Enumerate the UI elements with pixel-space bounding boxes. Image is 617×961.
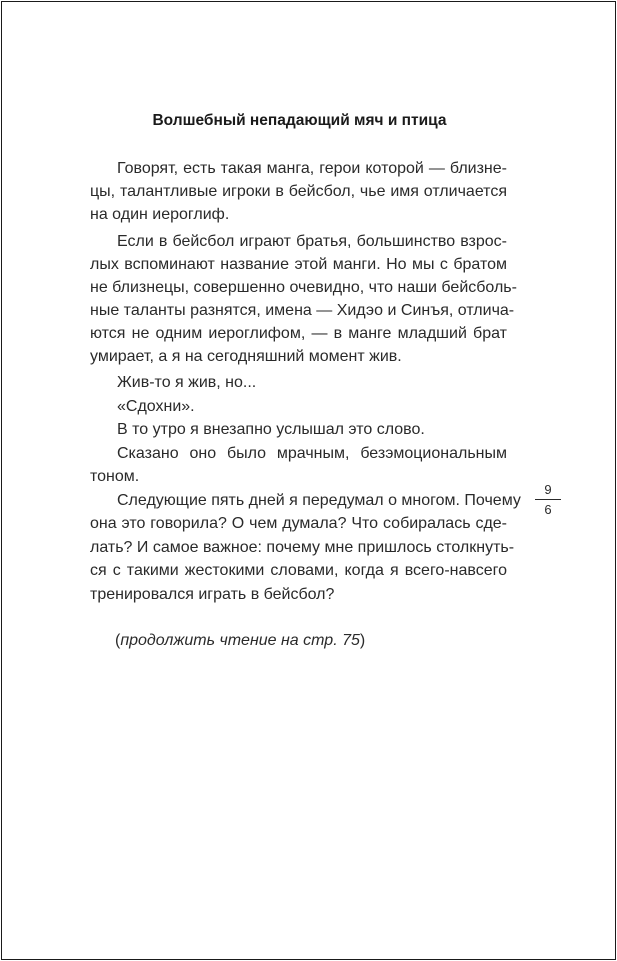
body-line: тренировался играть в бейсбол? xyxy=(90,586,335,603)
body-line: лать? И самое важное: почему мне пришлось столкнуть- xyxy=(90,539,515,556)
body-line: цы, талантливые игроки в бейсбол, чье имя отличается xyxy=(90,183,507,200)
body-line: Говорят, есть такая манга, герои которой — близне- xyxy=(117,160,507,177)
body-line: лых вспоминают название этой манги. Но мы с братом xyxy=(90,256,507,273)
body-line: ся с такими жестокими словами, когда я всего-навсего xyxy=(90,562,507,579)
note-close-paren: ) xyxy=(359,632,366,649)
body-line: ные таланты разнятся, имена — Хидэо и Синъя, отлича- xyxy=(90,302,515,319)
body-line: «Сдохни». xyxy=(117,398,195,415)
body-line: Следующие пять дней я передумал о многом. Почему xyxy=(117,492,521,509)
page-number-bottom: 6 xyxy=(544,502,552,517)
page-number-top: 9 xyxy=(544,482,552,497)
page-number-divider xyxy=(535,499,561,500)
note-open-paren: ( xyxy=(115,632,121,649)
chapter-title: Волшебный непадающий мяч и птица xyxy=(152,112,447,129)
body-line: умирает, а я на сегодняшний момент жив. xyxy=(90,348,402,365)
continue-reading-note xyxy=(115,629,365,652)
body-line: не близнецы, совершенно очевидно, что наши бейсболь- xyxy=(90,279,517,296)
body-line: она это говорила? О чем думала? Что собиралась сде- xyxy=(90,515,507,532)
continue-reading-text: продолжить чтение на стр. 75 xyxy=(120,632,360,649)
body-line: на один иероглиф. xyxy=(90,206,230,223)
body-line: тоном. xyxy=(90,468,140,485)
book-page xyxy=(1,1,616,960)
body-line: Сказано оно было мрачным, безэмоциональным xyxy=(117,445,507,462)
body-line: В то утро я внезапно услышал это слово. xyxy=(117,421,425,438)
page-number xyxy=(535,483,561,517)
body-line: ются не одним иероглифом, — в манге младший брат xyxy=(90,325,507,342)
body-line: Если в бейсбол играют братья, большинство взрос- xyxy=(117,233,507,250)
body-line: Жив-то я жив, но... xyxy=(117,374,257,391)
